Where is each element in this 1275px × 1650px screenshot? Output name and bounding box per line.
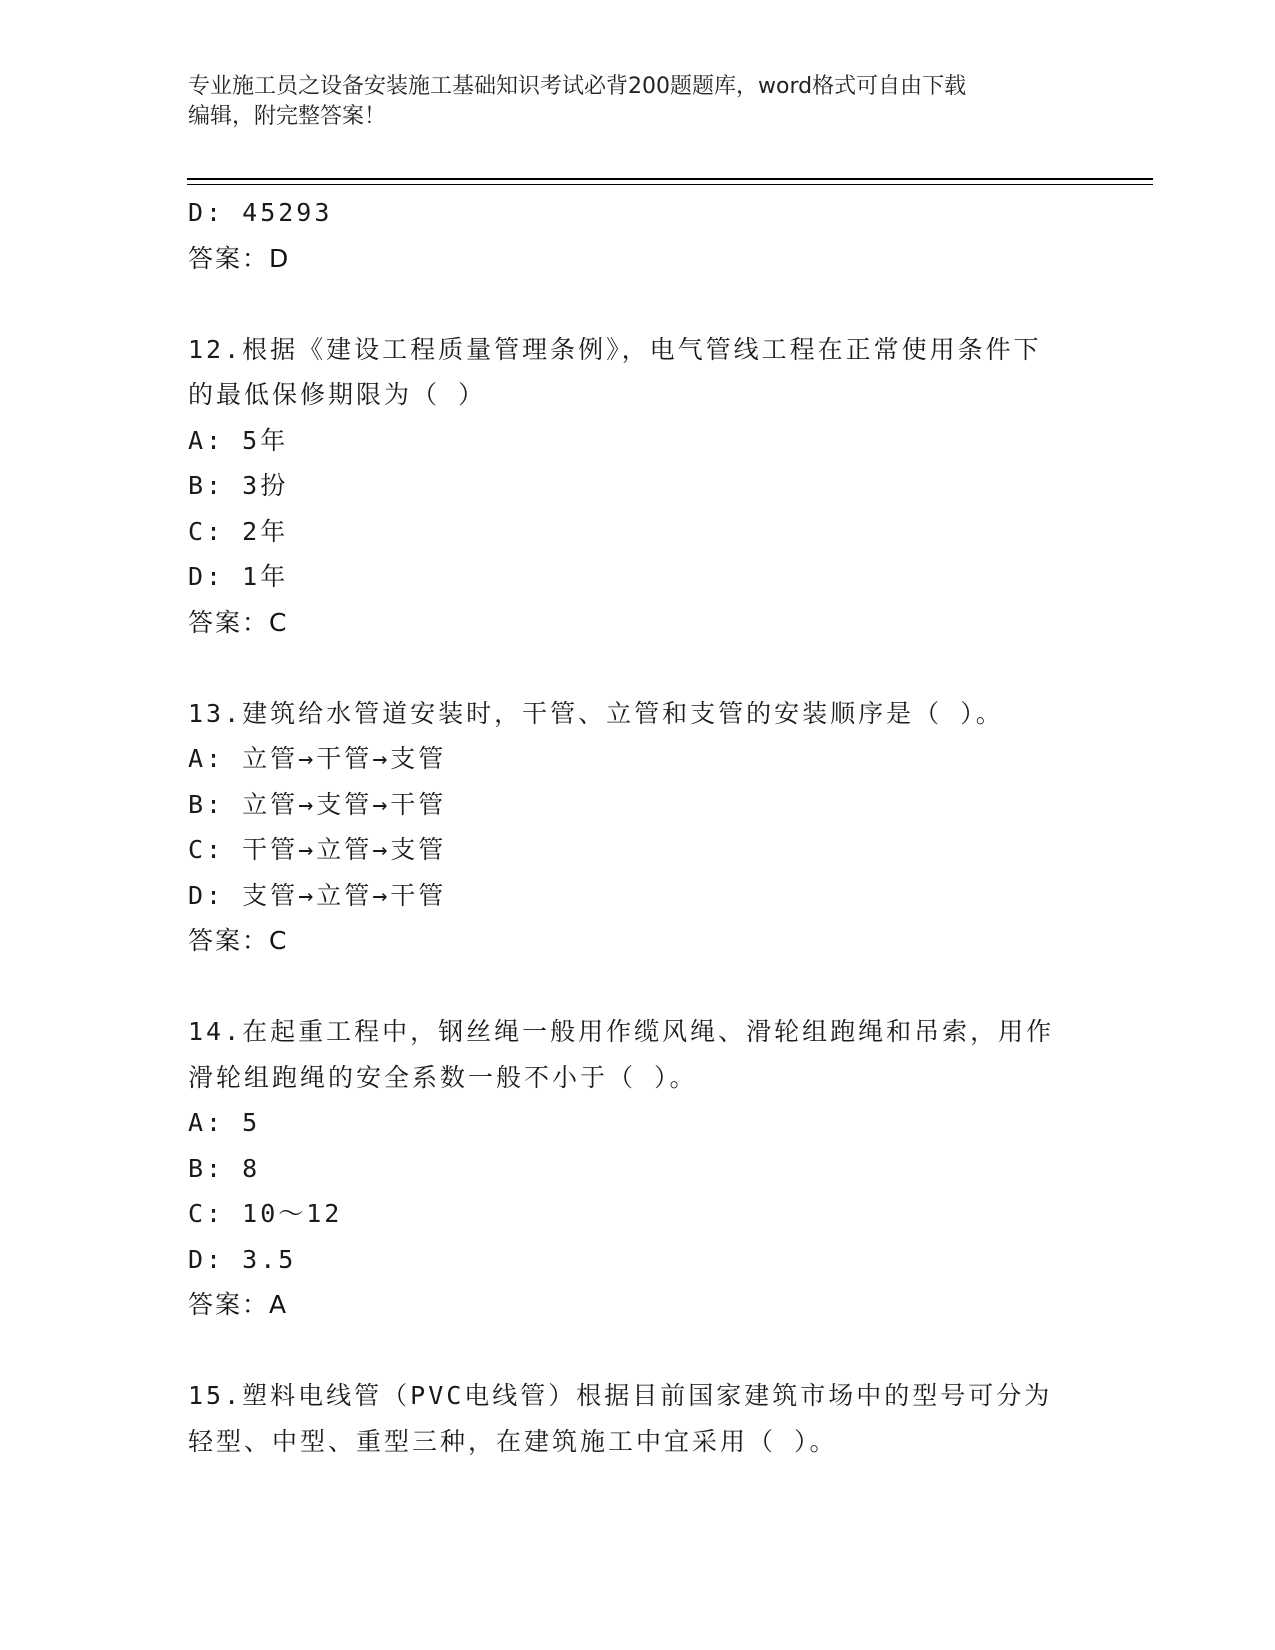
- previous-question-tail: [188, 190, 1148, 281]
- question-spacer: [188, 1328, 1148, 1374]
- option-b: B: 8: [188, 1153, 261, 1183]
- option-a: A: 立管→干管→支管: [188, 744, 447, 773]
- question-14: [188, 1009, 1148, 1328]
- option-d: D: 1年: [188, 562, 289, 591]
- question-spacer: [188, 964, 1148, 1010]
- header-line-1: 专业施工员之设备安装施工基础知识考试必背200题题库，word格式可自由下载: [188, 74, 967, 99]
- option-c: C: 10～12: [188, 1199, 343, 1228]
- question-15: [188, 1373, 1148, 1464]
- answer-line: 答案：D: [188, 243, 291, 273]
- answer-line: 答案：C: [188, 926, 289, 955]
- question-12: [188, 327, 1148, 646]
- answer-line: 答案：C: [188, 607, 289, 637]
- question-spacer: [188, 645, 1148, 691]
- question-spacer: [188, 281, 1148, 327]
- header-rule-thin: [187, 184, 1153, 185]
- option-b: B: 3扮: [188, 471, 289, 500]
- option-d: D: 3.5: [188, 1244, 297, 1274]
- question-13: [188, 691, 1148, 964]
- option-c: C: 2年: [188, 516, 289, 546]
- question-stem-line: 12.根据《建设工程质量管理条例》，电气管线工程在正常使用条件下: [188, 334, 1042, 364]
- question-stem-line: 14.在起重工程中，钢丝绳一般用作缆风绳、滑轮组跑绳和吊索，用作: [188, 1017, 1055, 1046]
- option-a: A: 5: [188, 1108, 261, 1137]
- answer-line: 答案：A: [188, 1290, 289, 1319]
- option-a: A: 5年: [188, 425, 289, 455]
- option-b: B: 立管→支管→干管: [188, 789, 447, 819]
- option-c: C: 干管→立管→支管: [188, 835, 447, 864]
- question-stem-line: 滑轮组跑绳的安全系数一般不小于（ ）。: [188, 1062, 698, 1092]
- question-stem-line: 轻型、中型、重型三种，在建筑施工中宜采用（ ）。: [188, 1426, 838, 1456]
- page-header: [188, 72, 1068, 132]
- question-stem-line: 15.塑料电线管（PVC电线管）根据目前国家建筑市场中的型号可分为: [188, 1381, 1053, 1410]
- question-stem-line: 13.建筑给水管道安装时，干管、立管和支管的安装顺序是（ ）。: [188, 698, 1004, 728]
- question-stem-line: 的最低保修期限为（ ）: [188, 380, 487, 409]
- option-d: D: 支管→立管→干管: [188, 880, 447, 910]
- header-line-2: 编辑，附完整答案！: [188, 104, 387, 129]
- option-d: D: 45293: [188, 198, 333, 227]
- question-content: [188, 190, 1148, 1464]
- header-rule-thick: [187, 178, 1153, 180]
